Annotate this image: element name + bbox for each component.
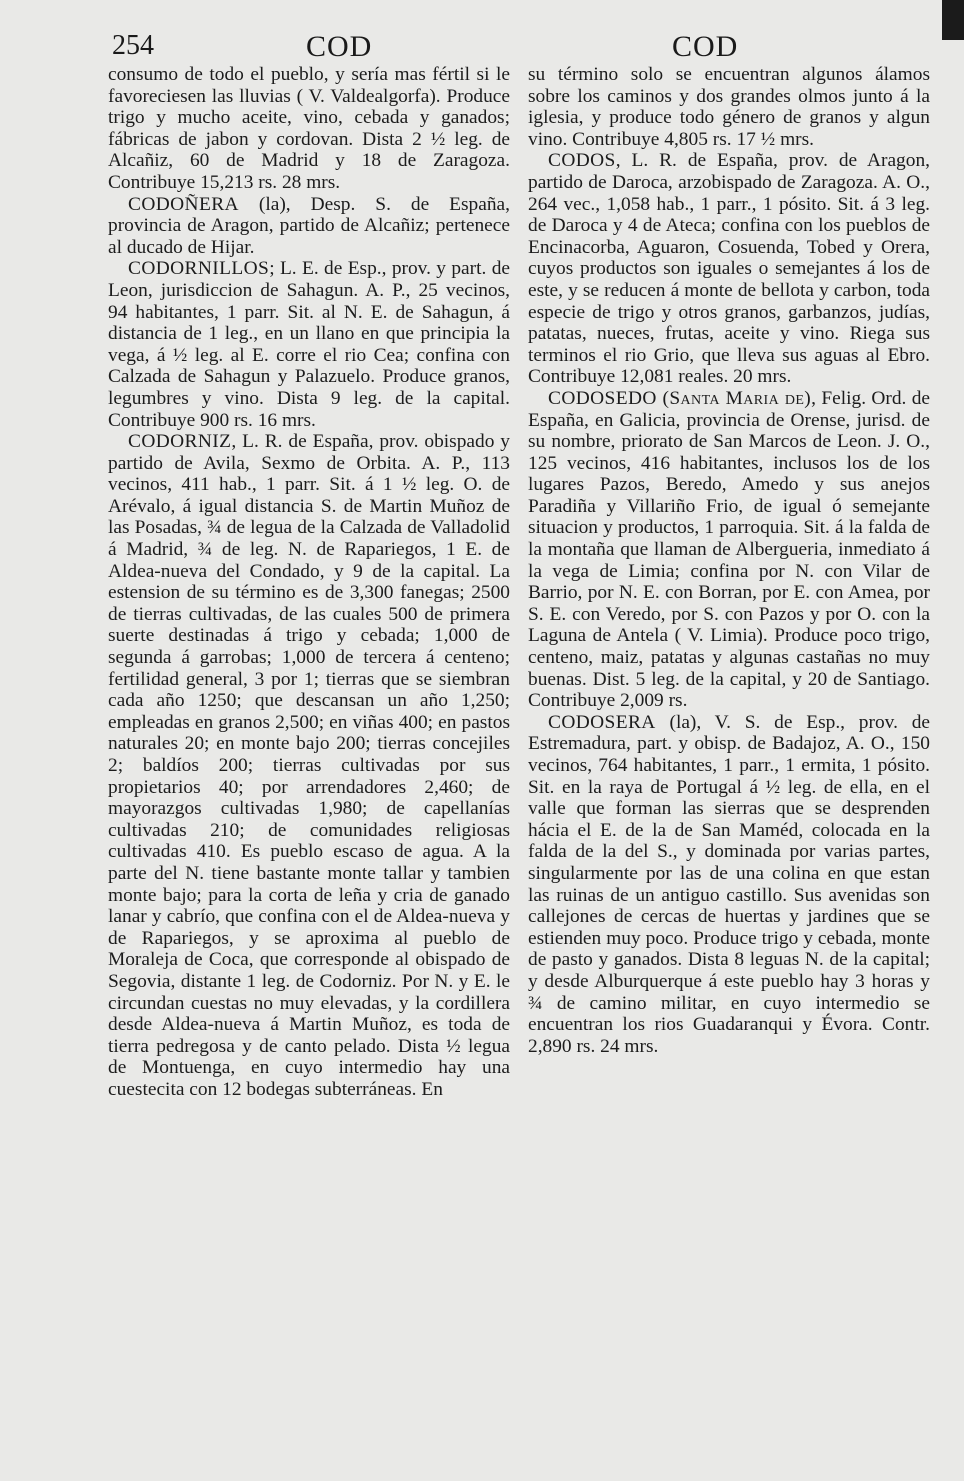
left-column bbox=[108, 64, 510, 1101]
entry-text: , Felig. Ord. de España, en Galicia, provincia de Orense, jurisd. de su nombre, priorato de San Marcos de Leon. J. O., 125 vecinos, 416 habitantes, inclusos los de los lugares Pazos, Beredo, Amedo y sus anejos Paradiña y Villariño Frio, de igual ó semejante situacion y productos, 1 parroquia. Sit. á la falda de la montaña que llaman de Albergueria, inmediato á la vega de Limia; confina por N. con Vilar de Barrio, por N. E. con Borran, por E. con Amea, por S. E. con Veredo, por S. con Pazos y por O. con la Laguna de Antela ( V. Limia). Produce poco trigo, centeno, maiz, patatas y algunas castañas no muy buenas. Dist. 5 leg. de la capital, y 20 de Santiago. Contribuye 2,009 rs. bbox=[528, 387, 930, 712]
entry-codorniz bbox=[108, 431, 510, 1100]
entry-headword: CODORNIZ bbox=[128, 431, 232, 453]
entry-text: (la), V. S. de Esp., prov. de Estremadura, part. y obisp. de Badajoz, A. O., 150 vecinos, 764 habitantes, 1 parr., 1 ermita, 1 pósito. Sit. en la raya de Portugal á ½ leg. de ella, en el valle que forman las sierras que se desprenden hácia el E. de la de San Maméd, colocada en la falda de la del S., y dominada por varias partes, singularmente por las de una colina en que estan las ruinas de un antiguo castillo. Sus avenidas son callejones de cercas de huertas y jardines que se estienden muy poco. Produce trigo y cebada, monte de pasto y ganados. Dista 8 leguas N. de la capital; y desde Alburquerque á este pueblo hay 3 horas y ¾ de camino militar, en cuyo intermedio se encuentran los rios Guadaranqui y Évora. Contr. 2,890 rs. 24 mrs. bbox=[528, 711, 930, 1057]
entry-text: ; L. E. de Esp., prov. y part. de Leon, jurisdiccion de Sahagun. A. P., 25 vecinos, 94 habitantes, 1 parr. Sit. al N. E. de Sahagun, á distancia de 1 leg., en un llano en que principia la vega, á ½ leg. al E. corre el rio Cea; confina con Calzada de Sahagun y Palazuelo. Produce granos, legumbres y vino. Dista 9 leg. de la capital. Contribuye 900 rs. 16 mrs. bbox=[108, 258, 510, 431]
entry-text: (la), Desp. S. de España, provincia de Aragon, partido de Alcañiz; pertenece al ducado de Hijar. bbox=[108, 193, 510, 258]
entry-codornillos bbox=[108, 258, 510, 431]
right-column bbox=[528, 64, 930, 1057]
entry-codos bbox=[528, 150, 930, 388]
page-number: 254 bbox=[112, 30, 154, 61]
entry-text: su término solo se encuentran algunos álamos sobre los caminos y dos grandes olmos junto á la iglesia, y produce todo género de granos y algun vino. Contribuye 4,805 rs. 17 ½ mrs. bbox=[528, 64, 930, 150]
entry-codosera bbox=[528, 712, 930, 1058]
running-header-left: COD bbox=[306, 30, 373, 63]
entry-continuation bbox=[108, 64, 510, 194]
entry-text: , L. R. de España, prov. de Aragon, partido de Daroca, arzobispado de Zaragoza. A. O., 264 vec., 1,058 hab., 1 parr., 1 pósito. Sit. á 3 leg. de Daroca y 4 de Ateca; confina con los pueblos de Encinacorba, Aguaron, Cosuenda, Tobed y Orera, cuyos productos son iguales o semejantes á los de este, y se reducen á monte de bellota y carbon, toda especie de trigo y otros granos, garbanzos, judías, patatas, nueces, frutas, aceite y vino. Riega sus terminos el rio Grio, que lleva sus aguas al Ebro. Contribuye 12,081 reales. 20 mrs. bbox=[528, 150, 930, 388]
entry-text: consumo de todo el pueblo, y sería mas fértil si le favoreciesen las lluvias ( V. Valdealgorfa). Produce trigo y mucho aceite, vino, cebada y ganados; fábricas de jabon y cordovan. Dista 2 ½ leg. de Alcañiz, 60 de Madrid y 18 de Zaragoza. Contribuye 15,213 rs. 28 mrs. bbox=[108, 64, 510, 193]
entry-codonera bbox=[108, 194, 510, 259]
entry-continuation bbox=[528, 64, 930, 150]
entry-text: , L. R. de España, prov. obispado y partido de Avila, Sexmo de Orbita. A. P., 113 vecinos, 411 hab., 1 parr. Sit. á 1 ½ leg. O. de Arévalo, á igual distancia S. de Martin Muñoz de las Posadas, ¾ de legua de la Calzada de Valladolid á Madrid, ¾ de leg. N. de Rapariegos, 1 E. de Aldea-nueva del Condado, y 9 de la capital. La estension de su término es de 3,300 fanegas; 2500 de tierras cultivadas, de las cuales 500 de primera suerte destinadas á trigo y cebada; 1,000 de segunda á garrobas; 1,000 de tercera á centeno; fertilidad general, 3 por 1; tierras que se siembran cada año 1250; que descansan un año 1,250; empleadas en granos 2,500; en viñas 400; en pastos naturales 20; en monte bajo 200; tierras concejiles 2; baldíos 200; tierras cultivadas por sus propietarios 40; por arrendadores 2,460; de mayorazgos cultivadas 1,980; de capellanías cultivadas 210; de comunidades religiosas cultivadas 410. Es pueblo escaso de agua. A la parte del N. tiene bastante monte tallar y tambien monte bajo; para la corta de leña y cria de ganado lanar y cabrío, que confina con el de Aldea-nueva y de Rapariegos, y se aproxima al pueblo de Moraleja de Coca, que corresponde al obispado de Segovia, distante 1 leg. de Codorniz. Por N. y E. le circundan cuestas no muy elevadas, y la cordillera desde Aldea-nueva á Martin Muñoz, es toda de tierra pedregosa y de canto pelado. Dista ½ legua de Montuenga, en cuyo intermedio hay una cuestecita con 12 bodegas subterráneas. En bbox=[108, 431, 510, 1100]
entry-headword: CODOSEDO (Santa Maria de) bbox=[548, 387, 812, 409]
running-header-right: COD bbox=[672, 30, 739, 63]
entry-headword: CODORNILLOS bbox=[128, 258, 270, 280]
entry-codosedo bbox=[528, 388, 930, 712]
entry-headword: CODOSERA bbox=[548, 711, 656, 733]
entry-headword: CODOS bbox=[548, 150, 616, 172]
scan-edge-shadow bbox=[942, 0, 964, 40]
entry-headword: CODOÑERA bbox=[128, 193, 239, 215]
